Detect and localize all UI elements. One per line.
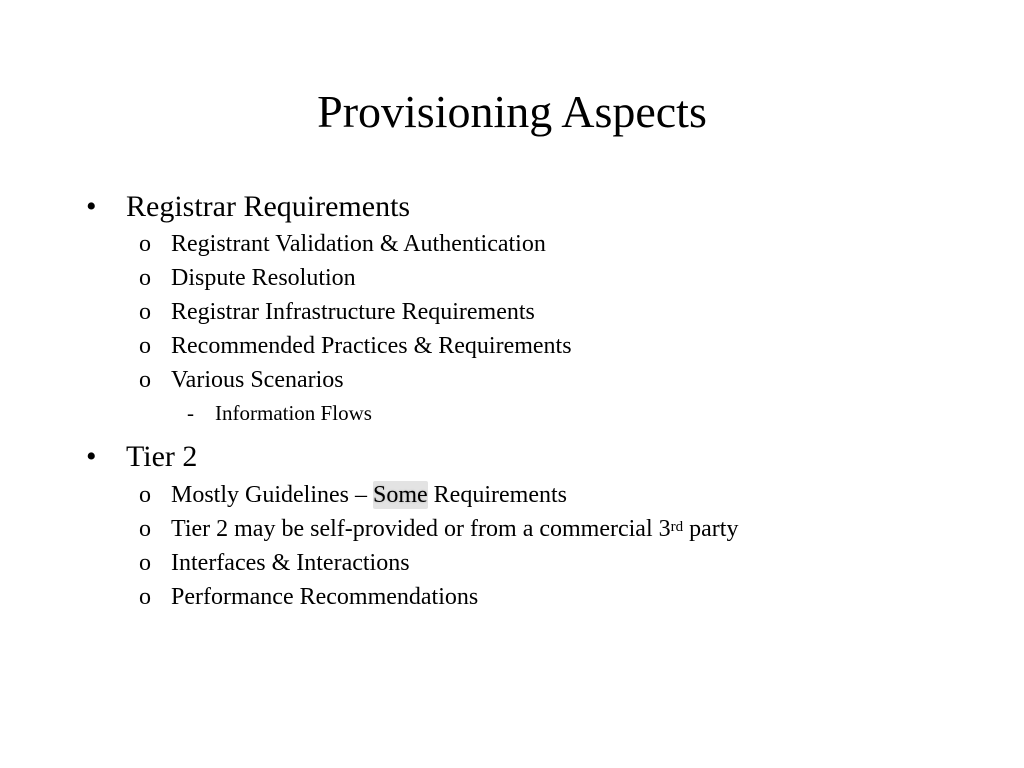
sub-item-marker: o — [139, 550, 151, 576]
sub-item-marker: o — [139, 516, 151, 542]
sub-sub-item-text: Information Flows — [215, 401, 372, 425]
sub-sub-item-marker: - — [187, 401, 194, 425]
bullet-text: Tier 2 — [126, 440, 198, 473]
text-segment: Tier 2 may be self-provided or from a commercial 3 — [171, 516, 671, 542]
sub-item-text — [171, 481, 567, 509]
sub-item-text: Performance Recommendations — [171, 584, 479, 610]
sub-item-marker: o — [139, 584, 151, 610]
slide-title: Provisioning Aspects — [317, 86, 707, 137]
sub-item-marker: o — [139, 231, 151, 257]
highlighted-word: Some — [373, 482, 428, 508]
text-segment: Mostly Guidelines – — [171, 482, 373, 508]
sub-item-marker: o — [139, 333, 151, 359]
sub-item-text — [171, 515, 738, 543]
superscript: rd — [670, 519, 684, 535]
text-segment: Requirements — [427, 482, 567, 508]
sub-item-text: Various Scenarios — [171, 367, 344, 393]
sub-item-text: Registrant Validation & Authentication — [171, 231, 546, 257]
sub-item-marker: o — [139, 482, 151, 508]
text-segment: party — [683, 516, 739, 542]
sub-item-text: Recommended Practices & Requirements — [171, 333, 572, 359]
sub-item-text: Dispute Resolution — [171, 265, 356, 291]
sub-item-marker: o — [139, 265, 151, 291]
sub-item-text: Registrar Infrastructure Requirements — [171, 299, 535, 325]
bullet-text: Registrar Requirements — [126, 190, 411, 223]
sub-item-text: Interfaces & Interactions — [171, 550, 410, 576]
sub-item-marker: o — [139, 367, 151, 393]
sub-item-marker: o — [139, 299, 151, 325]
bullet-marker: • — [86, 190, 97, 223]
bullet-marker: • — [86, 440, 97, 473]
